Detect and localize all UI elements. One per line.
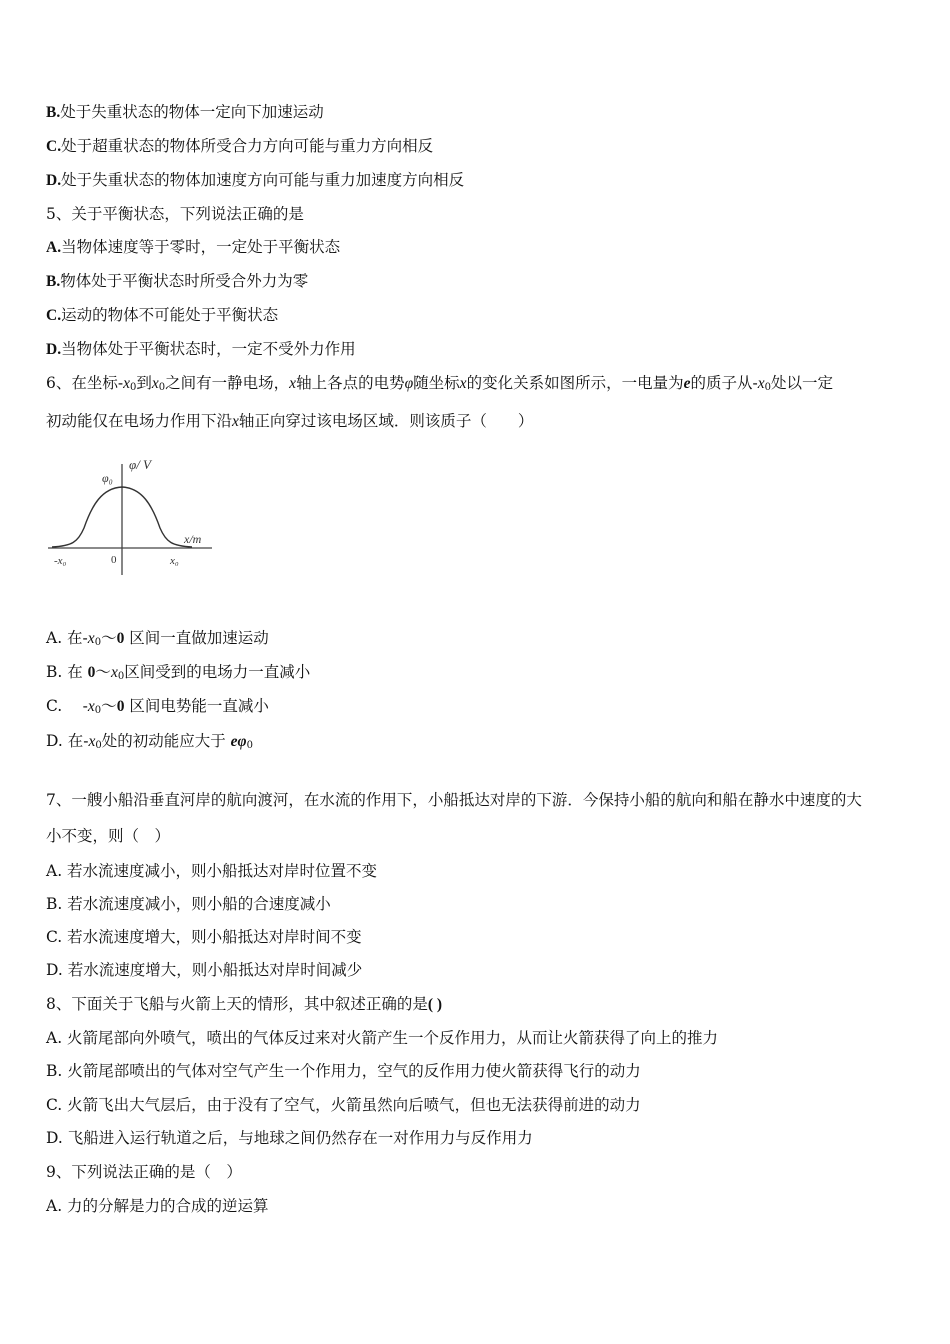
q6-option-c: C. $-x_0\sim 0$ 区间电势能一直减小	[46, 697, 269, 716]
option-label: B.	[46, 273, 61, 290]
q7-option-b: B. 若水流速度减小，则小船的合速度减小	[46, 895, 331, 913]
neg-x0-label: -x₀	[54, 555, 67, 567]
option-label: D.	[46, 172, 62, 189]
q8-option-b: B. 火箭尾部喷出的气体对空气产生一个作用力，空气的反作用力使火箭获得飞行的动力	[46, 1062, 641, 1080]
q6-option-d: D. 在$-x_0$处的初动能应大于 $e\varphi_0$	[46, 732, 253, 751]
q8-option-c: C. 火箭飞出大气层后，由于没有了空气，火箭虽然向后喷气，但也无法获得前进的动力	[46, 1096, 641, 1114]
option-label: B.	[46, 104, 61, 121]
q5-option-b	[46, 270, 308, 293]
q8-option-d: D. 飞船进入运行轨道之后，与地球之间仍然存在一对作用力与反作用力	[46, 1129, 533, 1147]
q5-stem: 5、关于平衡状态，下列说法正确的是	[46, 205, 304, 223]
q6-stem-line1: 6、在坐标$-x_0$到$x_0$之间有一静电场，x轴上各点的电势φ随坐标x的变化关系如图所示，一电量为e的质子从$-x_0$处以一定	[46, 374, 833, 393]
q8-option-a: A. 火箭尾部向外喷气，喷出的气体反过来对火箭产生一个反作用力，从而让火箭获得了向上的推力	[46, 1029, 719, 1047]
option-text: 物体处于平衡状态时所受合外力为零	[60, 272, 309, 290]
q9-option-a: A. 力的分解是力的合成的逆运算	[46, 1197, 269, 1215]
q7-stem-line2: 小不变，则（ ）	[46, 827, 171, 845]
q7-option-a: A. 若水流速度减小，则小船抵达对岸时位置不变	[46, 862, 378, 880]
option-text: 当物体速度等于零时，一定处于平衡状态	[61, 238, 341, 256]
q6-option-b: B. 在 $0\sim x_0$区间受到的电场力一直减小	[46, 663, 311, 682]
q7-option-c: C. 若水流速度增大，则小船抵达对岸时间不变	[46, 928, 362, 946]
option-label: C.	[46, 138, 62, 155]
option-label: A.	[46, 239, 62, 256]
q4-option-d	[46, 169, 464, 192]
pos-x0-label: x₀	[170, 555, 179, 567]
q5-option-a	[46, 236, 340, 259]
potential-graph	[44, 450, 220, 580]
option-text: 处于超重状态的物体所受合力方向可能与重力方向相反	[61, 137, 434, 155]
x-axis-label: x/m	[184, 532, 202, 546]
q9-stem: 9、下列说法正确的是（ ）	[46, 1163, 242, 1181]
y-axis-label: φ/ V	[129, 457, 151, 472]
q7-option-d: D. 若水流速度增大，则小船抵达对岸时间减少	[46, 961, 363, 979]
phi0-label: φ₀	[102, 471, 113, 485]
option-label: D.	[46, 341, 62, 358]
option-text: 处于失重状态的物体加速度方向可能与重力加速度方向相反	[61, 171, 465, 189]
option-text: 运动的物体不可能处于平衡状态	[61, 306, 279, 324]
option-text: 当物体处于平衡状态时，一定不受外力作用	[61, 340, 356, 358]
option-label: C.	[46, 307, 62, 324]
q4-option-b	[46, 101, 324, 124]
q6-stem-line2: 初动能仅在电场力作用下沿x轴正向穿过该电场区域．则该质子（ ）	[46, 412, 534, 430]
origin-label: 0	[111, 554, 117, 566]
q4-option-c	[46, 135, 433, 158]
q5-option-c	[46, 304, 278, 327]
q6-option-a: A. 在$-x_0\sim 0$ 区间一直做加速运动	[46, 629, 269, 648]
q7-stem-line1: 7、一艘小船沿垂直河岸的航向渡河，在水流的作用下，小船抵达对岸的下游．今保持小船的航向和船在静水中速度的大	[46, 791, 862, 809]
q5-option-d	[46, 338, 356, 361]
option-text: 处于失重状态的物体一定向下加速运动	[60, 103, 324, 121]
q8-stem: 8、下面关于飞船与火箭上天的情形，其中叙述正确的是( )	[46, 995, 443, 1013]
